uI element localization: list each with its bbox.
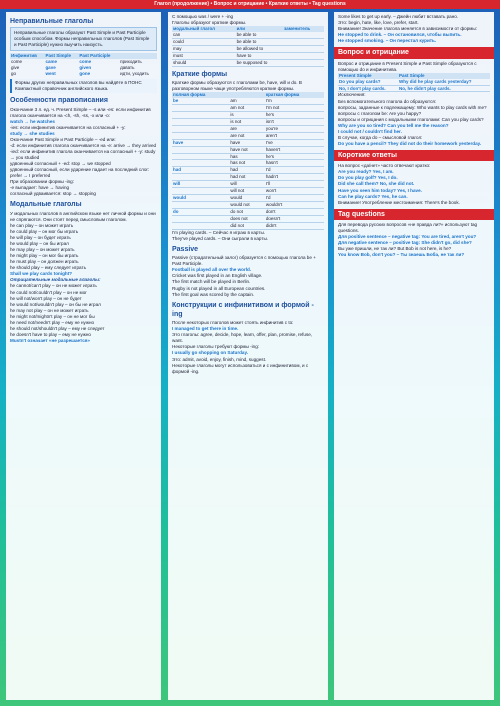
table-row	[172, 160, 324, 167]
passive-line: Passive (страдательный залог) образуется с помощью глагола be + Past Participle.	[172, 255, 316, 267]
table-cell: I'm	[265, 98, 324, 104]
irregular-header: Инфинитив	[10, 53, 44, 59]
table-cell: may	[172, 45, 236, 52]
column-middle	[168, 12, 328, 700]
table-cell: идти, уходить	[120, 71, 149, 77]
modal-example: he would play – он бы играл	[10, 241, 69, 247]
infinitive-line: I usually go shopping on Saturday.	[172, 350, 248, 356]
infinitive-line: I managed to get there in time.	[172, 326, 239, 332]
modal-example: he can play – он может играть	[10, 222, 74, 228]
short-forms-title: Краткие формы	[172, 70, 228, 78]
spelling-list	[10, 107, 157, 198]
irregular-header: Past Participle	[78, 53, 119, 59]
table-cell: doesn't	[265, 215, 324, 222]
table-row	[338, 85, 490, 92]
table-cell: am not	[229, 104, 264, 111]
spelling-line: -ies: если инфинитив оканчивается на согласный + -y:	[10, 124, 126, 130]
table-cell: are	[229, 125, 264, 132]
table-cell: come	[79, 59, 92, 65]
table-header: краткая форма	[265, 92, 324, 98]
table-row	[172, 188, 324, 195]
modal-title: Модальные глаголы	[10, 201, 82, 209]
table-cell: give	[11, 65, 20, 71]
table-cell: would	[229, 195, 264, 202]
spelling-line: watch → he watches	[10, 118, 55, 124]
table-cell: wouldn't	[265, 202, 324, 209]
passive-line: Cricket was first played in an English village.	[172, 273, 263, 279]
infinitive-title: Конструкции с инфинитивом и формой -ing	[172, 301, 314, 318]
table-cell: come	[11, 59, 23, 65]
modal-example: he must play – он должен играть	[10, 259, 79, 265]
modal-neg-list	[10, 283, 157, 344]
tag-line: Вы уже пришли, не так ли? But Bob is not here, is he?	[338, 246, 452, 252]
question-line: вопросы, заданные к подлежащему: Who wants to play cards with me?	[338, 104, 487, 110]
short-answer-line: Have you seen him today? Yes, I have.	[338, 187, 422, 193]
short-answers-title: Короткие ответы	[334, 150, 494, 161]
table-cell: have	[229, 139, 264, 146]
modal-neg-item: he should not/shouldn't play – ему не следует	[10, 325, 105, 331]
table-cell	[172, 132, 229, 139]
passive-lines	[172, 255, 324, 297]
table-cell: No, he didn't play cards.	[398, 85, 490, 92]
table-cell: are not	[229, 132, 264, 139]
modal-example: he might play – он мог бы играть	[10, 253, 79, 259]
table-cell: given	[79, 65, 92, 71]
example-line: I'm playing cards. – Сейчас я играю в карты.	[172, 229, 266, 235]
header-title: Глагол (продолжение) • Вопрос и отрицание • Краткие ответы • Tag questions	[154, 1, 346, 7]
table-cell	[283, 59, 324, 66]
intro-line: He stopped smoking. – Он перестал курить.	[338, 38, 437, 44]
table-cell: Why did he play cards yesterday?	[398, 79, 490, 85]
question-table	[338, 73, 490, 93]
tag-questions-lines	[338, 222, 490, 258]
intro-line: Это: begin, hate, like, love, prefer, start.	[338, 20, 419, 26]
irregular-box-text: Неправильные глаголы образуют Past Simple и Past Participle особым способом. Формы неправильных глаголов (Past Simple и Past Participle) нужно выучить наизусть.	[14, 30, 150, 48]
table-cell: had not	[229, 174, 264, 181]
short-forms-table	[172, 92, 324, 230]
table-header: Past Simple	[398, 73, 490, 79]
table-cell: had	[229, 167, 264, 174]
table-cell: have not	[229, 146, 264, 153]
table-cell: Do you play cards?	[338, 79, 398, 85]
table-cell: came	[45, 59, 57, 65]
table-cell: be able to	[236, 39, 283, 46]
short-answer-line: На вопрос «да/нет» часто отвечают кратко:	[338, 163, 431, 169]
table-row	[172, 181, 324, 188]
table-cell: be able to	[236, 32, 283, 38]
intro-line: Глаголы образуют краткие формы.	[172, 20, 247, 26]
table-cell	[283, 39, 324, 46]
question-line: Исключения:	[338, 92, 366, 98]
spelling-line: При образовании формы -ing:	[10, 179, 75, 185]
table-row	[172, 215, 324, 222]
table-row	[172, 153, 324, 160]
passive-line: The first match will be played in Berlin.	[172, 279, 251, 285]
table-cell: have	[172, 139, 229, 146]
question-line: вопросы с глаголом be: Are you happy?	[338, 110, 422, 116]
modal-intro: У модальных глаголов в английском языке нет личной формы и они не спрягаются. Они стоят перед смысловым глаголом.	[10, 210, 156, 222]
table-cell	[172, 188, 229, 195]
table-cell	[172, 215, 229, 222]
irregular-note: Формы других неправильных глаголов вы найдёте в ПОНС Компактный справочник английского языка.	[10, 79, 157, 93]
table-header: заменитель	[283, 26, 324, 32]
irregular-box	[10, 27, 157, 51]
spelling-line: Окончание Past Simple и Past Participle – -ed или:	[10, 136, 116, 142]
spelling-title: Особенности правописания	[10, 97, 108, 105]
infinitive-line: Это глаголы: agree, decide, hope, learn, offer, plan, promise, refuse, want.	[172, 332, 313, 344]
table-row	[172, 132, 324, 139]
table-cell: you're	[265, 125, 324, 132]
tag-line: Для перевода русских вопросов «не правда ли?» используют tag questions.	[338, 221, 478, 234]
spelling-line: согласный удваивается: stop → stopping	[10, 191, 96, 197]
modal-neg-item: he could not/couldn't play – он не мог	[10, 289, 87, 295]
table-row	[172, 125, 324, 132]
table-cell: am	[229, 98, 264, 104]
spelling-line: Окончание 3 л. ед. ч. Present Simple – -s или -es: если инфинитив глагола оканчивается на -ch, -sh, -ss, -x или -o:	[10, 106, 151, 118]
question-line: В случае, когда do – смысловой глагол:	[338, 134, 423, 140]
spelling-line: -e выпадает: have → having	[10, 185, 70, 191]
table-row	[172, 111, 324, 118]
table-row	[172, 59, 324, 66]
modal-example: he may play – он может играть	[10, 247, 75, 253]
table-cell: will	[229, 181, 264, 188]
infinitive-line: Это: admit, avoid, enjoy, finish, mind, suggest.	[172, 356, 267, 362]
modal-neg-item: he doesn't have to play – ему не нужно	[10, 331, 91, 337]
table-cell: hasn't	[265, 160, 324, 167]
column-left	[6, 12, 161, 700]
table-cell	[172, 174, 229, 181]
table-cell: didn't	[265, 222, 324, 229]
table-cell: do	[172, 209, 229, 216]
table-header: полная форма	[172, 92, 229, 98]
short-answer-line: Are you ready? Yes, I am.	[338, 169, 394, 175]
question-line: Do you have a pencil? They did not do their homework yesterday.	[338, 140, 482, 146]
table-row	[172, 118, 324, 125]
modal-neg-title: Отрицательные модальные глаголы:	[10, 277, 101, 283]
modal-examples	[10, 223, 157, 278]
modal-neg-item: he cannot/can't play – он не может играть	[10, 283, 97, 289]
table-cell: can	[172, 32, 236, 38]
spelling-line: удвоенный согласный, если ударение падает на последний слог: prefer → I preferred	[10, 167, 150, 179]
modal-neg-item: he would not/wouldn't play – он бы не играл	[10, 301, 101, 307]
modal-neg-item: he will not/won't play – он не будет	[10, 295, 82, 301]
infinitive-lines	[172, 320, 324, 375]
table-cell: go	[11, 71, 17, 77]
table-cell: I've	[265, 139, 324, 146]
table-row	[172, 174, 324, 181]
table-row	[10, 71, 157, 77]
passive-line: The first goal was scored by the captain.	[172, 291, 255, 297]
table-cell: gave	[45, 65, 56, 71]
question-intro: Вопрос и отрицание в Present Simple и Past Simple образуются с помощью do и инфинитива.	[338, 60, 477, 72]
spelling-line: -ied: если инфинитив глагола оканчивается на согласный + -y: study → you studied	[10, 148, 156, 161]
table-cell: he's	[265, 111, 324, 118]
table-cell: be	[172, 98, 229, 104]
irregular-header: Past Simple	[44, 53, 78, 59]
short-answer-line: Can he play cards? Yes, he can.	[338, 193, 408, 199]
example-line: They've played cards. – Они сыграли в карты.	[172, 235, 269, 241]
passive-line: Football is played all over the world.	[172, 267, 252, 273]
table-cell	[172, 153, 229, 160]
modal-neg-item: he might not/mightn't play – он не мог бы	[10, 313, 95, 319]
table-row	[172, 104, 324, 111]
table-cell	[172, 222, 229, 229]
table-cell: won't	[265, 188, 324, 195]
irregular-table	[10, 53, 157, 77]
table-cell: do not	[229, 209, 264, 216]
infinitive-line: Некоторые глаголы требуют формы -ing:	[172, 344, 260, 350]
question-line: вопросы и отрицания с модальными глаголами: Can you play cards?	[338, 116, 484, 122]
table-row	[172, 45, 324, 52]
table-header: модальный глагол	[172, 26, 236, 32]
table-cell	[172, 202, 229, 209]
modal-example: he will play – он будет играть	[10, 234, 71, 240]
question-line: Без вспомогательного глагола do образуются:	[338, 98, 437, 104]
intro-lines	[338, 14, 490, 44]
table-cell: haven't	[265, 146, 324, 153]
table-cell: isn't	[265, 118, 324, 125]
table-cell: had	[172, 167, 229, 174]
tag-line: You know Bob, don't you? – Ты знаешь Боба, не так ли?	[338, 252, 465, 258]
table-cell: would not	[229, 202, 264, 209]
question-line: Why are you so tired? Can you tell me the reason?	[338, 122, 449, 128]
table-cell	[283, 45, 324, 52]
intro-line: Some likes to get up early. – Джейн любит вставать рано.	[338, 14, 459, 19]
table-cell: I'll	[265, 181, 324, 188]
table-cell: would	[172, 195, 229, 202]
table-cell: be allowed to	[236, 45, 283, 52]
table-cell: давать	[120, 65, 135, 71]
table-row	[172, 146, 324, 153]
table-header: Present Simple	[338, 73, 398, 79]
table-cell: has not	[229, 160, 264, 167]
short-answer-line: Did she call them? No, she did not.	[338, 181, 415, 187]
header-bar	[0, 0, 500, 9]
table-cell: hadn't	[265, 174, 324, 181]
table-cell: could	[172, 39, 236, 46]
intro-line: He stopped to drink. – Он остановился, чтобы выпить.	[338, 32, 462, 38]
table-row	[172, 139, 324, 146]
table-cell: aren't	[265, 132, 324, 139]
table-cell	[172, 118, 229, 125]
table-cell: is	[229, 111, 264, 118]
table-cell: has	[229, 153, 264, 160]
table-cell: I'd	[265, 167, 324, 174]
table-row	[338, 79, 490, 85]
spelling-line: удвоенный согласный + -ed: stop → we stopped	[10, 161, 111, 167]
short-answer-line: Внимание! Употребление местоимения: There's the book.	[338, 199, 460, 205]
table-cell: he's	[265, 153, 324, 160]
tag-line: Для positive sentence – negative tag: You are tired, aren't you?	[338, 234, 477, 240]
question-title: Вопрос и отрицание	[334, 47, 494, 58]
table-cell	[172, 125, 229, 132]
table-cell: I'd	[265, 195, 324, 202]
table-cell: did not	[229, 222, 264, 229]
table-cell: went	[45, 71, 56, 77]
table-cell: must	[172, 52, 236, 59]
irregular-title: Неправильные глаголы	[10, 18, 94, 25]
modal-neg-item: he may not play – он не может играть	[10, 307, 89, 313]
table-cell	[172, 146, 229, 153]
question-line: I could not / couldn't find her.	[338, 128, 402, 134]
table-cell: don't	[265, 209, 324, 216]
table-cell	[172, 104, 229, 111]
short-forms-examples	[172, 230, 324, 242]
question-lines	[338, 92, 490, 147]
intro-line: Внимание! Значение глагола меняется в зависимости от формы:	[338, 26, 478, 32]
spelling-line: -d: если инфинитив глагола оканчивается на -e: arrive → they arrived	[10, 142, 157, 148]
modal-example: he could play – он мог бы играть	[10, 228, 79, 234]
table-cell: приходить	[120, 59, 142, 65]
table-cell: I'm not	[265, 104, 324, 111]
intro-line: С помощью was / were + -ing	[172, 14, 234, 19]
table-cell: have to	[236, 52, 283, 59]
table-row	[172, 52, 324, 59]
table-cell	[172, 160, 229, 167]
passive-title: Passive	[172, 245, 199, 253]
modal-neg-item: Mustn't означает «не разрешается»	[10, 338, 90, 344]
table-cell	[172, 111, 229, 118]
table-row	[172, 195, 324, 202]
table-cell: will not	[229, 188, 264, 195]
table-row	[172, 202, 324, 209]
table-cell: No, I don't play cards.	[338, 85, 398, 92]
short-answers-lines	[338, 163, 490, 205]
table-cell: does not	[229, 215, 264, 222]
tag-questions-title: Tag questions	[334, 209, 494, 220]
intro-lines	[172, 14, 324, 26]
modal-neg-item: he need not/needn't play – ему не нужно	[10, 319, 95, 325]
modal-example: Shall we play cards tonight?	[10, 271, 73, 277]
column-right	[334, 12, 494, 700]
infinitive-line: Некоторые глаголы могут использоваться и с инфинитивом, и с формой -ing.	[172, 362, 309, 374]
short-answer-line: Do you play golf? Yes, I do.	[338, 175, 398, 181]
tag-line: Для negative sentence – positive tag: She didn't go, did she?	[338, 240, 472, 246]
table-row	[172, 222, 324, 229]
modal-substitute-table	[172, 26, 324, 67]
passive-line: Rugby is not played in all European countries.	[172, 285, 266, 291]
table-row	[172, 167, 324, 174]
table-header: или	[236, 26, 283, 32]
spelling-line: study → she studies	[10, 130, 55, 136]
table-cell: gone	[79, 71, 91, 77]
table-row	[172, 209, 324, 216]
table-cell: is not	[229, 118, 264, 125]
table-cell: will	[172, 181, 229, 188]
short-forms-text: Краткие формы образуются с глаголами be, have, will и do. В разговорном языке чаще употребляются краткие формы.	[172, 79, 302, 92]
table-cell	[283, 52, 324, 59]
table-row	[172, 39, 324, 46]
table-cell: should	[172, 59, 236, 66]
table-cell: be supposed to	[236, 59, 283, 66]
modal-example: he should play – ему следует играть	[10, 265, 86, 271]
infinitive-line: После некоторых глаголов может стоять инфинитив с to:	[172, 320, 294, 326]
